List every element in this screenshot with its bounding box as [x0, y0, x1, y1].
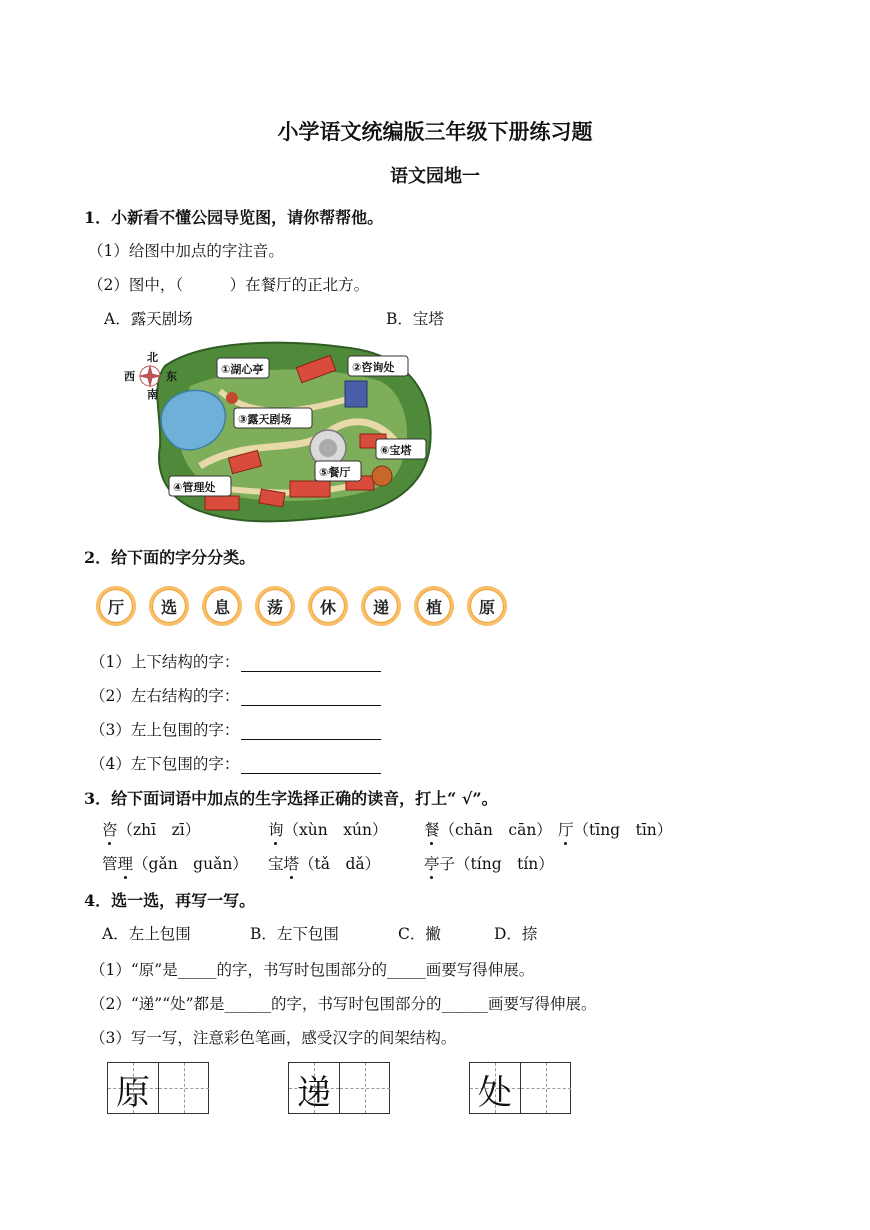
question-4-option: C．撇: [398, 925, 441, 943]
page-subtitle: 语文园地一: [390, 166, 480, 187]
map-label-5: ⑤餐厅: [319, 466, 351, 479]
map-label-1: ①湖心亭: [221, 363, 264, 376]
question-2-line-2: （2）左右结构的字：: [90, 684, 381, 706]
question-2-line-1: （1）上下结构的字：: [90, 650, 381, 672]
char-badge: 植: [414, 586, 454, 626]
question-4-option: D．捺: [494, 925, 538, 943]
question-4-sub2: （2）“递”“处”都是______的字，书写时包围部分的______画要写得伸展。: [90, 995, 597, 1013]
char-badge: 递: [361, 586, 401, 626]
question-1-option-a: A．露天剧场: [104, 310, 193, 328]
answer-blank[interactable]: [241, 724, 381, 740]
char-badge: 选: [149, 586, 189, 626]
pinyin-item: 宝塔（tǎ dǎ）: [268, 852, 380, 874]
question-4-sub3: （3）写一写，注意彩色笔画，感受汉字的间架结构。: [90, 1029, 457, 1047]
writing-grid[interactable]: [288, 1062, 390, 1114]
question-2-heading: 2．给下面的字分分类。: [84, 548, 256, 567]
char-badge: 荡: [255, 586, 295, 626]
writing-grid[interactable]: [469, 1062, 571, 1114]
question-4-option: A．左上包围: [102, 925, 191, 943]
question-1-sub2: （2）图中，（ ）在餐厅的正北方。: [88, 276, 370, 294]
map-label-2: ②咨询处: [352, 361, 395, 374]
pinyin-item: 管理（gǎn guǎn）: [102, 852, 248, 874]
pinyin-item: 餐（chān cān）: [424, 818, 552, 840]
park-map: [120, 336, 440, 528]
question-2-line-4: （4）左下包围的字：: [90, 752, 381, 774]
question-1-heading: 1．小新看不懂公园导览图，请你帮帮他。: [84, 208, 384, 227]
pinyin-item: 咨（zhī zī）: [102, 818, 200, 840]
question-4-option: B．左下包围: [250, 925, 339, 943]
char-badge: 原: [467, 586, 507, 626]
pinyin-item: 厅（tīng tīn）: [558, 818, 672, 840]
char-badge: 息: [202, 586, 242, 626]
map-label-6: ⑥宝塔: [380, 444, 412, 457]
answer-blank[interactable]: [241, 690, 381, 706]
writing-grid[interactable]: [107, 1062, 209, 1114]
question-4-sub1: （1）“原”是_____的字，书写时包围部分的_____画要写得伸展。: [90, 961, 535, 979]
compass-west: 西: [124, 370, 135, 383]
question-2-line-3: （3）左上包围的字：: [90, 718, 381, 740]
char-badge: 休: [308, 586, 348, 626]
map-label-4: ④管理处: [173, 481, 216, 494]
grid-char: 处: [478, 1073, 512, 1113]
pinyin-item: 询（xùn xún）: [268, 818, 387, 840]
question-3-heading: 3．给下面词语中加点的生字选择正确的读音，打上“ √”。: [84, 789, 498, 808]
pinyin-item: 亭子（tíng tín）: [424, 852, 554, 874]
compass-north: 北: [147, 351, 158, 364]
map-label-3: ③露天剧场: [238, 413, 292, 426]
grid-char: 递: [297, 1073, 331, 1113]
question-4-heading: 4．选一选，再写一写。: [84, 891, 256, 910]
compass-east: 东: [166, 370, 177, 383]
question-1-option-b: B．宝塔: [386, 310, 444, 328]
char-badge: 厅: [96, 586, 136, 626]
grid-char: 原: [116, 1073, 150, 1113]
question-1-sub1: （1）给图中加点的字注音。: [88, 242, 284, 260]
compass-south: 南: [147, 388, 158, 401]
page-title: 小学语文统编版三年级下册练习题: [277, 119, 593, 144]
answer-blank[interactable]: [241, 656, 381, 672]
answer-blank[interactable]: [241, 758, 381, 774]
